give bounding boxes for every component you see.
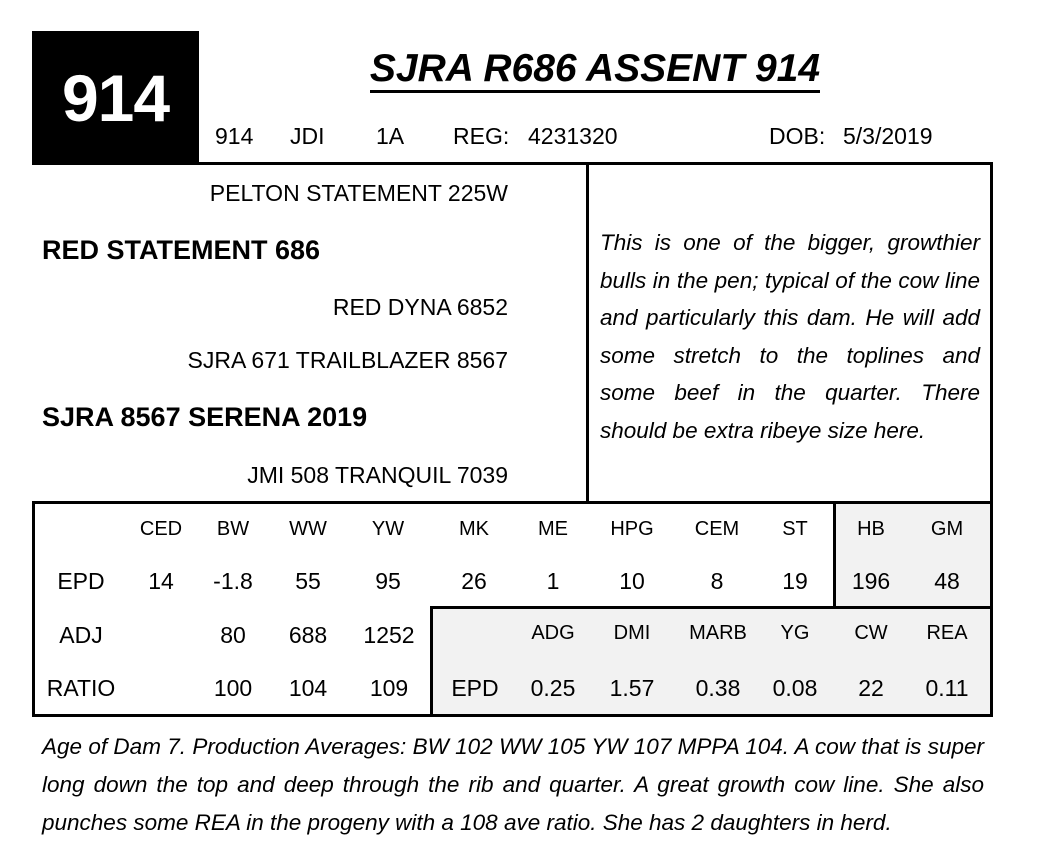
epd-header-hpg: HPG xyxy=(610,518,654,540)
epd-hpg-value: 10 xyxy=(619,568,645,594)
adj-bw-value: 80 xyxy=(220,622,246,648)
epd-hb-value: 196 xyxy=(851,568,891,594)
carcass-adg-value: 0.25 xyxy=(530,675,576,701)
carcass-header-rea: REA xyxy=(926,622,968,644)
pedigree-dam-dam: JMI 508 TRANQUIL 7039 xyxy=(247,462,508,488)
epd-header-gm: GM xyxy=(930,518,964,540)
adj-ww-value: 688 xyxy=(288,622,328,648)
epd-bw-value: -1.8 xyxy=(213,568,253,594)
epd-ced-value: 14 xyxy=(148,568,174,594)
epd-header-yw: YW xyxy=(371,518,405,540)
pedigree-dam: SJRA 8567 SERENA 2019 xyxy=(42,402,368,432)
lot-number-box xyxy=(32,31,199,165)
id-tag: 914 xyxy=(215,123,254,149)
id-code: 1A xyxy=(376,123,405,149)
bull-notes: This is one of the bigger, growthier bulls in the pen; typical of the cow line and particularly this dam. He will add some stretch to the toplines and some beef in the quarter. There should be extra ribeye size here. xyxy=(600,230,980,443)
ratio-row-label: RATIO xyxy=(46,675,116,701)
epd-cem-value: 8 xyxy=(710,568,724,594)
epd-mk-value: 26 xyxy=(461,568,487,594)
pedigree-sire: RED STATEMENT 686 xyxy=(42,235,321,265)
dob-value: 5/3/2019 xyxy=(843,123,933,149)
epd-header-cem: CEM xyxy=(694,518,740,540)
epd-yw-value: 95 xyxy=(375,568,401,594)
ratio-ww-value: 104 xyxy=(288,675,328,701)
reg-label: REG: xyxy=(453,123,510,149)
carcass-dmi-value: 1.57 xyxy=(609,675,655,701)
epd-ww-value: 55 xyxy=(295,568,321,594)
carcass-header-marb: MARB xyxy=(689,622,747,644)
epd-header-st: ST xyxy=(782,518,808,540)
carcass-header-dmi: DMI xyxy=(613,622,651,644)
pedigree-sire-sire: PELTON STATEMENT 225W xyxy=(209,180,508,206)
dob-label: DOB: xyxy=(769,123,826,149)
lot-number: 914 xyxy=(61,61,170,135)
carcass-rea-value: 0.11 xyxy=(925,675,969,701)
id-owner: JDI xyxy=(290,123,325,149)
epd-header-ced: CED xyxy=(139,518,183,540)
carcass-header-adg: ADG xyxy=(531,622,575,644)
animal-name: SJRA R686 ASSENT 914 xyxy=(370,47,820,93)
epd-header-me: ME xyxy=(538,518,568,540)
carcass-yg-value: 0.08 xyxy=(772,675,818,701)
dam-notes: Age of Dam 7. Production Averages: BW 102 WW 105 YW 107 MPPA 104. A cow that is super long down the top and deep through the rib and quarter. A great growth cow line. She also punches some REA in the progeny with a 108 ave ratio. She has 2 daughters in herd. xyxy=(42,734,984,835)
carcass-cw-value: 22 xyxy=(858,675,884,701)
epd-header-hb: HB xyxy=(857,518,885,540)
epd-header-mk: MK xyxy=(459,518,489,540)
pedigree-dam-sire: SJRA 671 TRAILBLAZER 8567 xyxy=(187,347,508,373)
carcass-marb-value: 0.38 xyxy=(695,675,741,701)
epd-st-value: 19 xyxy=(782,568,808,594)
epd-me-value: 1 xyxy=(546,568,560,594)
ratio-bw-value: 100 xyxy=(213,675,253,701)
reg-number: 4231320 xyxy=(528,123,618,149)
pedigree-sire-dam: RED DYNA 6852 xyxy=(332,294,508,320)
adj-yw-value: 1252 xyxy=(363,622,415,648)
epd-header-bw: BW xyxy=(216,518,250,540)
epd-row-label: EPD xyxy=(57,568,105,594)
carcass-header-cw: CW xyxy=(854,622,888,644)
epd-gm-value: 48 xyxy=(934,568,960,594)
animal-title xyxy=(360,44,830,94)
carcass-epd-label: EPD xyxy=(451,675,499,701)
adj-row-label: ADJ xyxy=(59,622,103,648)
epd-header-ww: WW xyxy=(289,518,327,540)
carcass-header-yg: YG xyxy=(780,622,810,644)
ratio-yw-value: 109 xyxy=(369,675,409,701)
